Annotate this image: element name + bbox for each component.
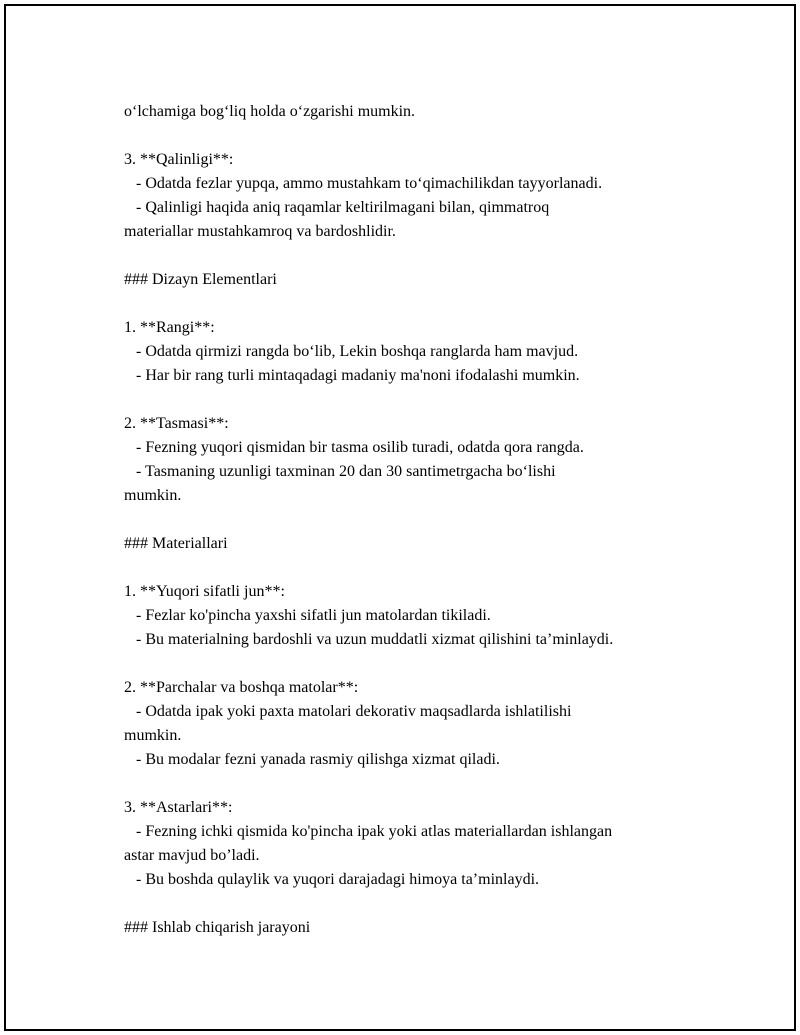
list-item: - Fezning yuqori qismidan bir tasma osilib turadi, odatda qora rangda.: [136, 439, 584, 456]
list-item: - Qalinligi haqida aniq raqamlar keltirilmagani bilan, qimmatroq: [136, 199, 550, 216]
list-item: - Odatda fezlar yupqa, ammo mustahkam to‘qimachilikdan tayyorlanadi.: [136, 175, 603, 192]
list-item: - Odatda ipak yoki paxta matolari dekorativ maqsadlarda ishlatilishi: [136, 703, 572, 720]
list-item: - Tasmaning uzunligi taxminan 20 dan 30 santimetrgacha bo‘lishi: [136, 463, 556, 480]
list-heading: 3. **Astarlari**:: [124, 799, 233, 816]
text-line: mumkin.: [124, 487, 182, 504]
text-line: astar mavjud bo’ladi.: [124, 847, 260, 864]
list-heading: 1. **Yuqori sifatli jun**:: [124, 583, 285, 600]
list-item: - Bu boshda qulaylik va yuqori darajadagi himoya ta’minlaydi.: [136, 871, 540, 888]
list-item: - Fezning ichki qismida ko'pincha ipak yoki atlas materiallardan ishlangan: [136, 823, 613, 840]
blank-line: [124, 772, 714, 796]
list-heading: 3. **Qalinligi**:: [124, 151, 234, 168]
list-item: - Fezlar ko'pincha yaxshi sifatli jun matolardan tikiladi.: [136, 607, 491, 624]
blank-line: [124, 892, 714, 916]
blank-line: [124, 508, 714, 532]
blank-line: [124, 388, 714, 412]
list-heading: 2. **Tasmasi**:: [124, 415, 229, 432]
text-line: o‘lchamiga bog‘liq holda o‘zgarishi mumkin.: [124, 103, 416, 120]
document-body: [124, 100, 714, 940]
blank-line: [124, 652, 714, 676]
list-heading: 1. **Rangi**:: [124, 319, 215, 336]
section-heading: ### Ishlab chiqarish jarayoni: [124, 919, 311, 936]
text-line: mumkin.: [124, 727, 182, 744]
page-frame: [4, 4, 796, 1031]
blank-line: [124, 556, 714, 580]
blank-line: [124, 244, 714, 268]
list-item: - Odatda qirmizi rangda bo‘lib, Lekin boshqa ranglarda ham mavjud.: [136, 343, 579, 360]
text-line: materiallar mustahkamroq va bardoshlidir.: [124, 223, 396, 240]
list-item: - Bu modalar fezni yanada rasmiy qilishga xizmat qiladi.: [136, 751, 500, 768]
section-heading: ### Materiallari: [124, 535, 228, 552]
blank-line: [124, 124, 714, 148]
list-heading: 2. **Parchalar va boshqa matolar**:: [124, 679, 359, 696]
list-item: - Har bir rang turli mintaqadagi madaniy ma'noni ifodalashi mumkin.: [136, 367, 580, 384]
list-item: - Bu materialning bardoshli va uzun muddatli xizmat qilishini ta’minlaydi.: [136, 631, 614, 648]
blank-line: [124, 292, 714, 316]
section-heading: ### Dizayn Elementlari: [124, 271, 277, 288]
